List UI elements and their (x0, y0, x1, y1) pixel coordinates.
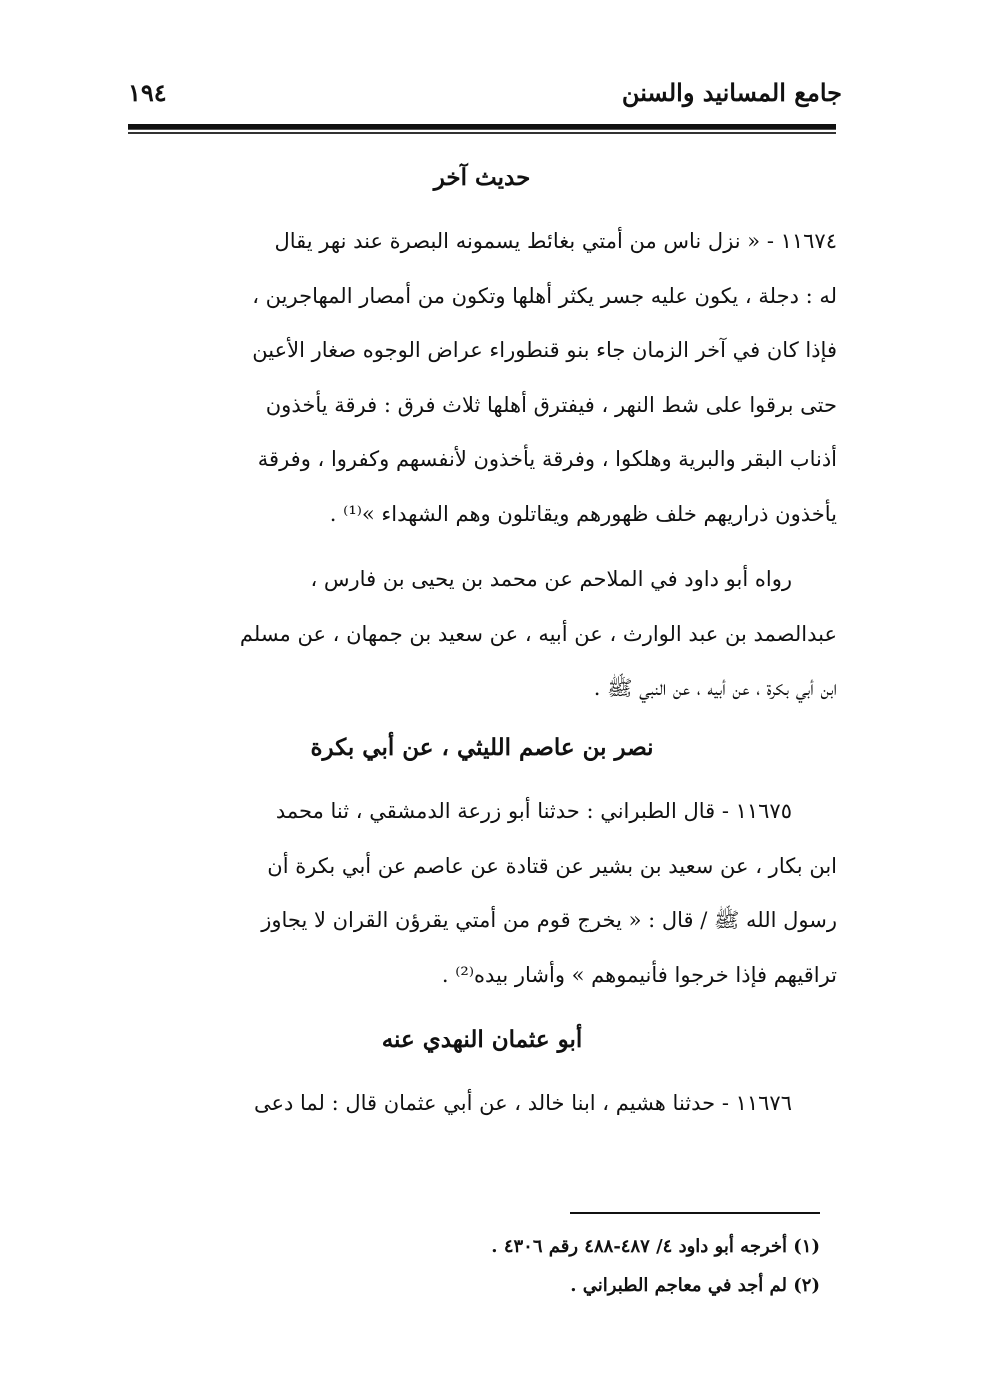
header-rule-secondary (128, 132, 836, 134)
text-line: يأخذون ذراريهم خلف ظهورهم ويقاتلون وهم الشهداء »⁽¹⁾ . (329, 501, 837, 526)
text-line: ١١٦٧٦ - حدثنا هشيم ، ابنا خالد ، عن أبي عثمان قال : لما دعى (253, 1091, 792, 1115)
text-line: رواه أبو داود في الملاحم عن محمد بن يحيى بن فارس ، (310, 567, 792, 591)
hadith-paragraph (125, 784, 837, 1002)
header-rule (128, 124, 836, 130)
footnote-rule (570, 1212, 820, 1214)
hadith-paragraph (110, 1076, 837, 1131)
section-heading: حديث آخر (433, 164, 531, 191)
text-line: تراقيهم فإذا خرجوا فأنيموهم » وأشار بيده⁽²⁾ . (441, 962, 837, 987)
text-line: ١١٦٧٤ - « نزل ناس من أمتي بغائط يسمونه البصرة عند نهر يقال (274, 229, 837, 253)
text-line: حتى برقوا على شط النهر ، فيفترق أهلها ثلاث فرق : فرقة يأخذون (265, 392, 837, 417)
text-line: عبدالصمد بن عبد الوارث ، عن أبيه ، عن سعيد بن جمهان ، عن مسلم (239, 621, 837, 646)
footnote: (١) أخرجه أبو داود ٤/ ٤٨٧-٤٨٨ رقم ٤٣٠٦ . (491, 1236, 820, 1257)
text-line: ابن بكار ، عن سعيد بن بشير عن قتادة عن عاصم عن أبي بكرة أن (267, 853, 837, 878)
text-line: رسول الله ﷺ / قال : « يخرج قوم من أمتي يقرؤن القران لا يجاوز (261, 908, 837, 932)
text-line: ١١٦٧٥ - قال الطبراني : حدثنا أبو زرعة الدمشقي ، ثنا محمد (275, 799, 792, 823)
text-line: أذناب البقر والبرية وهلكوا ، وفرقة يأخذون لأنفسهم وكفروا ، وفرقة (257, 447, 837, 471)
running-header-title: جامع المسانيد والسنن (621, 78, 842, 107)
section-heading: أبو عثمان النهدي عنه (381, 1026, 583, 1053)
footnote: (٢) لم أجد في معاجم الطبراني . (570, 1275, 820, 1296)
text-line: فإذا كان في آخر الزمان جاء بنو قنطوراء عراض الوجوه صغار الأعين (252, 338, 837, 362)
text-line: ابن أبي بكرة ، عن أبيه ، عن النبي ﷺ . (593, 676, 837, 700)
hadith-paragraph (125, 214, 837, 541)
section-heading: نصر بن عاصم الليثي ، عن أبي بكرة (310, 734, 654, 761)
text-line: له : دجلة ، يكون عليه جسر يكثر أهلها وتكون من أمصار المهاجرين ، (252, 283, 837, 308)
page-number: ١٩٤ (128, 78, 167, 107)
narration-paragraph (125, 552, 837, 716)
